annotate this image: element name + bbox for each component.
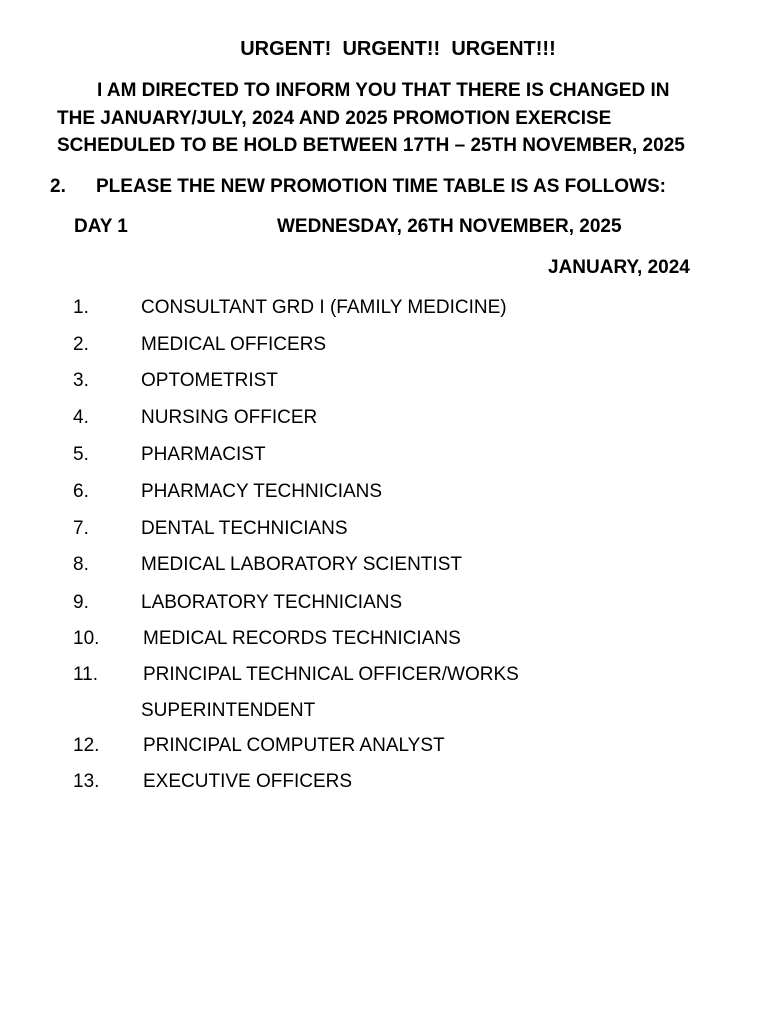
list-item-number: 12. <box>73 735 100 756</box>
list-item-text: PRINCIPAL TECHNICAL OFFICER/WORKS <box>143 664 519 685</box>
list-item-number: 7. <box>73 518 89 539</box>
list-item-text: MEDICAL RECORDS TECHNICIANS <box>143 628 461 649</box>
list-item-text: PHARMACY TECHNICIANS <box>141 481 383 502</box>
list-item-number: 13. <box>73 771 100 792</box>
intro-line-2: THE JANUARY/JULY, 2024 AND 2025 PROMOTION EXERCISE <box>57 108 612 129</box>
list-item-number: 11. <box>73 664 99 685</box>
list-item-text: OPTOMETRIST <box>141 370 278 391</box>
period-heading: JANUARY, 2024 <box>548 257 690 278</box>
list-item-text: EXECUTIVE OFFICERS <box>143 771 353 792</box>
intro-line-3: SCHEDULED TO BE HOLD BETWEEN 17TH – 25TH NOVEMBER, 2025 <box>57 135 685 156</box>
intro-line-1: I AM DIRECTED TO INFORM YOU THAT THERE IS CHANGED IN <box>97 80 670 101</box>
list-item-text-continuation: SUPERINTENDENT <box>141 700 316 721</box>
list-item-text: CONSULTANT GRD I (FAMILY MEDICINE) <box>141 297 507 318</box>
list-item-number: 10. <box>73 628 100 649</box>
list-item-number: 4. <box>73 407 89 428</box>
list-item-text: MEDICAL LABORATORY SCIENTIST <box>141 554 462 575</box>
list-item-text: LABORATORY TECHNICIANS <box>141 592 403 613</box>
list-item-text: PRINCIPAL COMPUTER ANALYST <box>143 735 445 756</box>
list-item-number: 2. <box>73 334 89 355</box>
day-date: WEDNESDAY, 26TH NOVEMBER, 2025 <box>277 216 622 237</box>
list-item-number: 9. <box>73 592 89 613</box>
list-item-text: DENTAL TECHNICIANS <box>141 518 348 539</box>
list-item-number: 3. <box>73 370 89 391</box>
day-label: DAY 1 <box>74 216 128 237</box>
point-2-text: PLEASE THE NEW PROMOTION TIME TABLE IS AS FOLLOWS: <box>96 176 666 197</box>
list-item-number: 8. <box>73 554 89 575</box>
list-item-text: NURSING OFFICER <box>141 407 318 428</box>
list-item-text: MEDICAL OFFICERS <box>141 334 327 355</box>
list-item-number: 1. <box>73 297 89 318</box>
list-item-number: 6. <box>73 481 89 502</box>
list-item-text: PHARMACIST <box>141 444 266 465</box>
list-item-number: 5. <box>73 444 89 465</box>
point-2-number: 2. <box>50 176 66 197</box>
page-title: URGENT! URGENT!! URGENT!!! <box>240 38 556 60</box>
